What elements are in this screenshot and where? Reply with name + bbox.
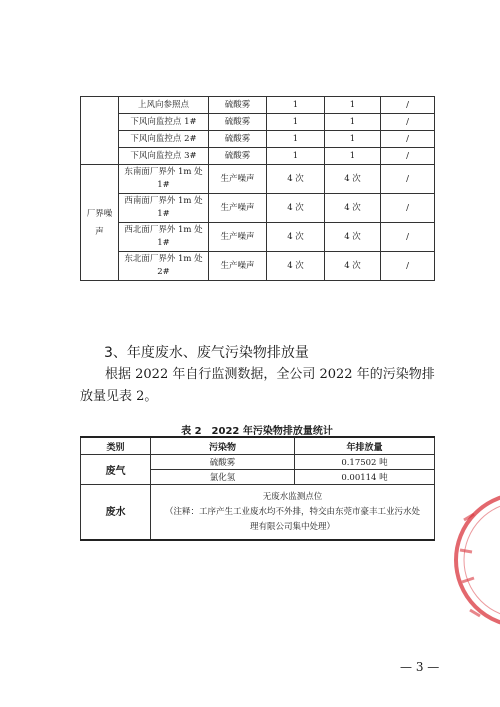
point-cell: 西南面厂界外 1m 处 1# [119,194,209,223]
value-cell: / [381,97,435,114]
category-cell [81,97,119,165]
value-cell: 4 次 [267,252,325,281]
value-cell: 4 次 [267,194,325,223]
table-header-row [81,437,435,455]
value-cell: 4 次 [267,223,325,252]
value-cell: 1 [325,148,381,165]
table-row [81,485,435,541]
item-cell: 硫酸雾 [209,114,267,131]
item-cell: 硫酸雾 [209,97,267,114]
water-note-detail: （注释：工序产生工业废水均不外排，特交由东莞市豪丰工业污水处理有限公司集中处理） [164,506,420,532]
amount-cell: 0.17502 吨 [295,455,435,470]
value-cell: 1 [325,97,381,114]
table-caption: 表 2 2022 年污染物排放量统计 [181,426,333,437]
table-row [81,455,435,470]
item-cell: 生产噪声 [209,252,267,281]
point-cell: 下风向监控点 3# [119,148,209,165]
monitoring-table [80,96,435,281]
section-heading: 3、年度废水、废气污染物排放量 [104,345,309,361]
point-cell: 下风向监控点 1# [119,114,209,131]
item-cell: 生产噪声 [209,165,267,194]
table-row [81,131,435,148]
point-cell: 东北面厂界外 1m 处 2# [119,252,209,281]
table-row [81,223,435,252]
value-cell: 4 次 [325,165,381,194]
pollutant-cell: 氯化氢 [151,470,295,485]
item-cell: 硫酸雾 [209,131,267,148]
value-cell: 4 次 [325,252,381,281]
value-cell: 1 [267,97,325,114]
section-paragraph: 根据 2022 年自行监测数据，全公司 2022 年的污染物排放量见表 2。 [80,367,435,404]
value-cell: 4 次 [267,165,325,194]
table-row [81,148,435,165]
note-cell [151,485,435,541]
item-cell: 硫酸雾 [209,148,267,165]
table-row [81,97,435,114]
value-cell: / [381,223,435,252]
item-cell: 生产噪声 [209,194,267,223]
value-cell: 1 [267,148,325,165]
table-row [81,194,435,223]
value-cell: / [381,194,435,223]
value-cell: / [381,114,435,131]
value-cell: / [381,131,435,148]
value-cell: / [381,148,435,165]
category-cell: 废气 [81,455,151,485]
value-cell: / [381,252,435,281]
point-cell: 东南面厂界外 1m 处 1# [119,165,209,194]
emissions-table [80,436,435,541]
table-row [81,114,435,131]
point-cell: 下风向监控点 2# [119,131,209,148]
value-cell: 1 [325,131,381,148]
point-cell: 西北面厂界外 1m 处 1# [119,223,209,252]
water-note-title: 无废水监测点位 [262,491,323,502]
page-number: — 3 — [400,660,440,674]
value-cell: 1 [267,114,325,131]
column-header: 污染物 [151,437,295,455]
value-cell: 4 次 [325,194,381,223]
value-cell: / [381,165,435,194]
value-cell: 4 次 [325,223,381,252]
value-cell: 1 [267,131,325,148]
amount-cell: 0.00114 吨 [295,470,435,485]
category-cell: 废水 [81,485,151,541]
column-header: 年排放量 [295,437,435,455]
table-row [81,165,435,194]
item-cell: 生产噪声 [209,223,267,252]
column-header: 类别 [81,437,151,455]
value-cell: 1 [325,114,381,131]
point-cell: 上风向参照点 [119,97,209,114]
category-cell: 厂界噪声 [81,165,119,281]
pollutant-cell: 硫酸雾 [151,455,295,470]
table-row [81,252,435,281]
company-seal [450,470,500,650]
